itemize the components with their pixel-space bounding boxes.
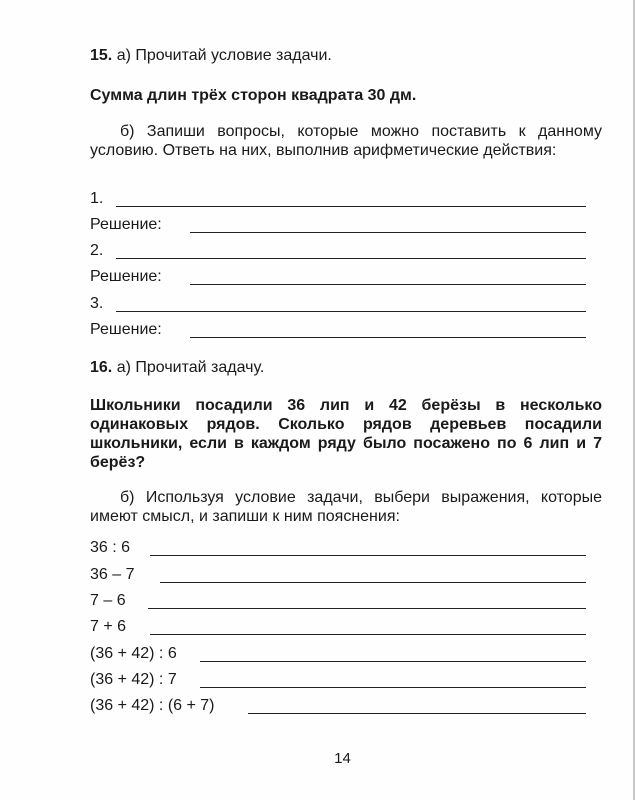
question-1-label: 1.	[90, 190, 104, 207]
question-2-solution-line[interactable]	[190, 284, 586, 285]
expression-1: 36 : 6	[90, 539, 131, 556]
page-number-text: 14	[334, 750, 351, 767]
question-3-solution-label: Решение:	[90, 321, 162, 338]
task15-part-b: б) Запиши вопросы, которые можно поставить к данному условию. Ответь на них, выполнив арифметические действия:	[90, 123, 602, 159]
expression-4-line[interactable]	[150, 634, 586, 635]
expression-7-line[interactable]	[248, 713, 586, 714]
expression-5: (36 + 42) : 6	[90, 645, 177, 662]
question-1-solution-label: Решение:	[90, 216, 162, 233]
expression-1-line[interactable]	[150, 555, 586, 556]
question-2-answer-line[interactable]	[116, 258, 586, 259]
task16-problem: Школьники посадили 36 лип и 42 берёзы в несколько одинаковых рядов. Сколько рядов деревьев посадили школьники, если в каждом ряду было посажено по 6 лип и 7 берёз?	[90, 397, 602, 471]
question-3-label: 3.	[90, 295, 104, 312]
question-1-solution-line[interactable]	[190, 232, 586, 233]
expression-7: (36 + 42) : (6 + 7)	[90, 697, 215, 714]
expression-4: 7 + 6	[90, 618, 127, 635]
expression-5-line[interactable]	[200, 661, 586, 662]
expression-2-line[interactable]	[160, 582, 586, 583]
expression-6-line[interactable]	[200, 687, 586, 688]
task15-condition: Сумма длин трёх сторон квадрата 30 дм.	[90, 87, 417, 104]
expression-3-line[interactable]	[148, 608, 586, 609]
question-3-answer-line[interactable]	[116, 311, 586, 312]
expression-3: 7 – 6	[90, 592, 126, 609]
question-1-answer-line[interactable]	[116, 206, 586, 207]
expression-6: (36 + 42) : 7	[90, 671, 177, 688]
question-3-solution-line[interactable]	[190, 337, 586, 338]
task16-heading	[90, 358, 264, 378]
task15-part-a: а) Прочитай условие задачи.	[116, 47, 332, 64]
task15-number: 15.	[90, 47, 113, 64]
task16-part-b: б) Используя условие задачи, выбери выражения, которые имеют смысл, и запиши к ним пояснения:	[90, 489, 602, 525]
question-2-label: 2.	[90, 242, 104, 259]
task15-heading	[90, 46, 332, 66]
task16-number: 16.	[90, 359, 113, 376]
expression-2: 36 – 7	[90, 566, 135, 583]
task16-part-a: а) Прочитай задачу.	[116, 359, 265, 376]
question-2-solution-label: Решение:	[90, 268, 162, 285]
page-edge	[633, 0, 635, 800]
page-number	[0, 750, 637, 767]
